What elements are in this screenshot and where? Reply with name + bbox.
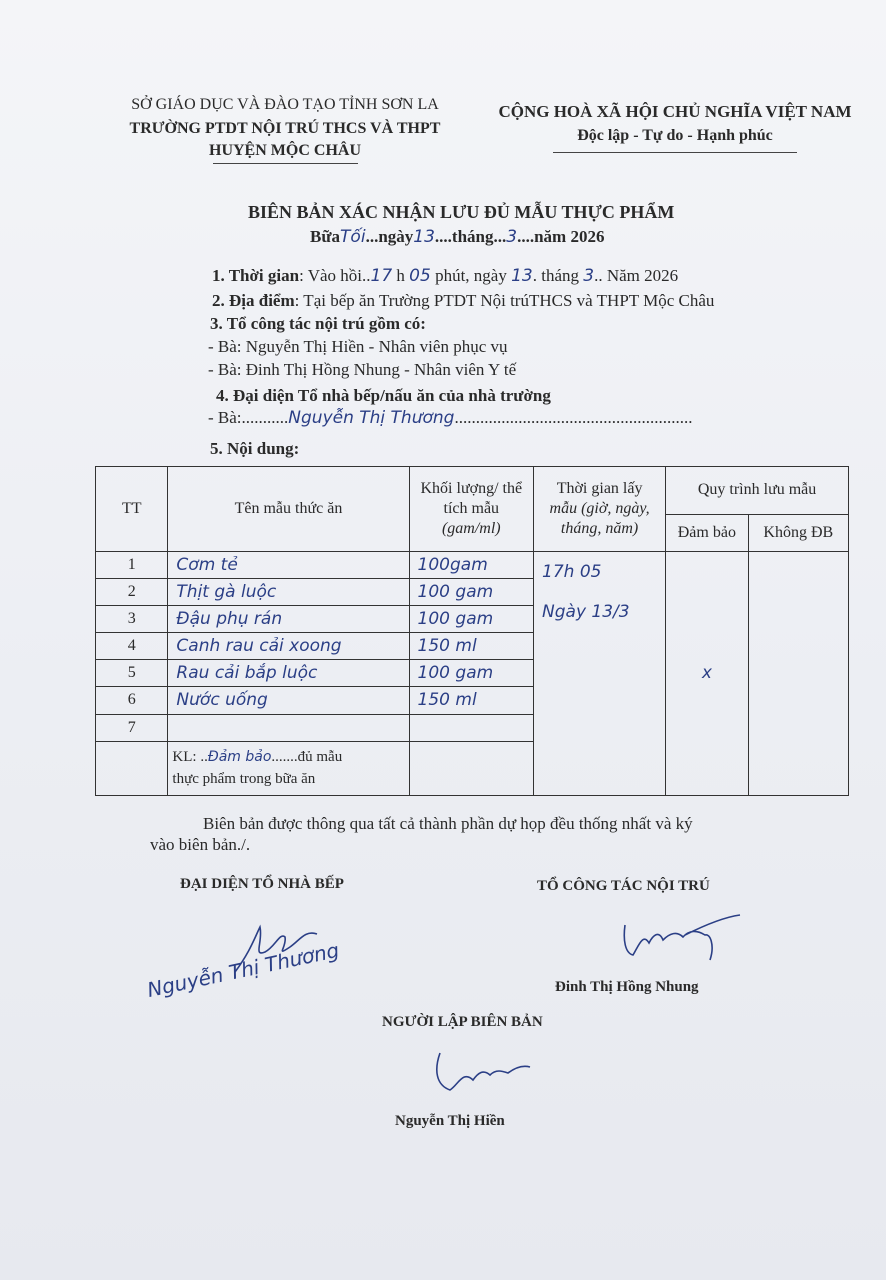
day-value: 13 — [413, 227, 435, 247]
col-time-line1: Thời gian lấy — [556, 479, 643, 497]
row-3-weight: 100 gam — [409, 605, 533, 632]
school-name: TRƯỜNG PTDT NỘI TRÚ THCS VÀ THPT — [129, 120, 441, 137]
row-6-tt: 6 — [96, 687, 168, 714]
section-location — [212, 291, 714, 311]
meal-line — [310, 227, 604, 247]
meal-value: Tối — [340, 227, 366, 247]
sample-date: Ngày 13/3 — [542, 601, 630, 622]
department-name: SỞ GIÁO DỤC VÀ ĐÀO TẠO TỈNH SƠN LA — [131, 96, 439, 113]
minute-value: 05 — [409, 266, 431, 286]
closing-line-1: Biên bản được thông qua tất cả thành phần dự họp đều thống nhất và ký — [203, 814, 693, 833]
row-7-weight — [409, 714, 533, 741]
row-2-weight: 100 gam — [409, 578, 533, 605]
row-5-weight: 100 gam — [409, 660, 533, 687]
date-month-value: 3 — [583, 266, 595, 286]
col-header-not-ok: Không ĐB — [748, 514, 848, 551]
not-ok-cell — [748, 551, 848, 795]
sample-time: 17h 05 — [542, 561, 602, 582]
row-6-name: Nước uống — [168, 687, 409, 714]
location-label: 2. Địa điểm — [212, 291, 295, 310]
time-text-b: h — [392, 266, 410, 285]
recorder-sign-name: Nguyễn Thị Hiền — [395, 1113, 505, 1129]
col-header-process: Quy trình lưu mẫu — [666, 467, 849, 515]
team-member-1: - Bà: Nguyễn Thị Hiền - Nhân viên phục vụ — [208, 337, 508, 356]
month-value: 3 — [506, 227, 518, 247]
boarding-sign-title: TỔ CÔNG TÁC NỘI TRÚ — [537, 878, 710, 894]
conclusion-cell — [168, 741, 409, 795]
col-header-time — [534, 467, 666, 552]
row-7-tt: 7 — [96, 714, 168, 741]
row-3-name: Đậu phụ rán — [168, 605, 409, 632]
col-time-line2: mẫu (giờ, ngày, — [549, 499, 650, 517]
kitchen-rep-prefix: - Bà:........... — [208, 408, 289, 427]
kitchen-rep-dots: ........................................................ — [454, 408, 693, 427]
boarding-signature — [615, 905, 745, 965]
row-2-name: Thịt gà luộc — [168, 578, 409, 605]
location-text: : Tại bếp ăn Trường PTDT Nội trúTHCS và THPT Mộc Châu — [294, 291, 715, 310]
col-header-ok: Đảm bảo — [666, 514, 748, 551]
row-6-weight: 150 ml — [409, 687, 533, 714]
time-text-e: .. Năm 2026 — [594, 266, 679, 285]
content-label: 5. Nội dung: — [210, 439, 300, 458]
sample-time-cell — [534, 551, 666, 795]
header-left-underline — [213, 163, 358, 164]
day-label: ...ngày — [365, 227, 414, 246]
country-name: CỘNG HOÀ XÃ HỘI CHỦ NGHĨA VIỆT NAM — [498, 102, 852, 121]
conclusion-prefix: KL: .. — [172, 749, 208, 766]
row-5-name: Rau cải bắp luộc — [168, 660, 409, 687]
header-right-underline — [553, 152, 797, 153]
conclusion-value: Đảm bảo — [207, 749, 272, 766]
row-4-tt: 4 — [96, 633, 168, 660]
row-4-name: Canh rau cải xoong — [168, 633, 409, 660]
row-1-name: Cơm tẻ — [168, 551, 409, 578]
hour-value: 17 — [370, 266, 393, 286]
row-7-name — [168, 714, 409, 741]
row-5-tt: 5 — [96, 660, 168, 687]
col-header-tt: TT — [96, 467, 168, 552]
row-4-weight: 150 ml — [409, 633, 533, 660]
col-time-line3: tháng, năm) — [560, 519, 639, 537]
col-header-name: Tên mẫu thức ăn — [168, 467, 409, 552]
recorder-signature — [428, 1045, 538, 1100]
ok-cell — [666, 551, 748, 795]
kitchen-handwritten-name: Nguyễn Thị Thương — [145, 937, 342, 1002]
row-1-weight: 100gam — [409, 551, 533, 578]
conclusion-line2: thực phẩm trong bữa ăn — [172, 771, 316, 788]
district-name: HUYỆN MỘC CHÂU — [209, 142, 361, 159]
col-weight-line1: Khối lượng/ thể — [420, 479, 523, 497]
recorder-sign-title: NGƯỜI LẬP BIÊN BẢN — [382, 1014, 543, 1030]
document-title: BIÊN BẢN XÁC NHẬN LƯU ĐỦ MẪU THỰC PHẨM — [248, 202, 675, 222]
row-1-tt: 1 — [96, 551, 168, 578]
conclusion-suffix: .......đủ mẫu — [271, 749, 343, 766]
section-time — [212, 266, 678, 286]
col-header-weight — [409, 467, 533, 552]
row-3-tt: 3 — [96, 605, 168, 632]
date-day-value: 13 — [511, 266, 533, 286]
time-text-d: . tháng — [532, 266, 584, 285]
boarding-sign-name: Đinh Thị Hồng Nhung — [555, 979, 699, 995]
kitchen-rep-line — [208, 408, 692, 428]
kitchen-sign-title: ĐẠI DIỆN TỔ NHÀ BẾP — [180, 876, 344, 892]
row-2-tt: 2 — [96, 578, 168, 605]
col-weight-line2: tích mẫu — [443, 499, 500, 517]
team-member-2: - Bà: Đinh Thị Hồng Nhung - Nhân viên Y tế — [208, 360, 517, 379]
kitchen-rep-label: 4. Đại diện Tổ nhà bếp/nấu ăn của nhà trường — [216, 386, 551, 405]
time-label: 1. Thời gian — [212, 266, 300, 285]
time-text-a: : Vào hồi.. — [299, 266, 371, 285]
kitchen-rep-name: Nguyễn Thị Thương — [288, 408, 455, 428]
closing-line-2: vào biên bản./. — [150, 835, 251, 854]
meal-prefix: Bữa — [310, 227, 341, 246]
col-weight-line3: (gam/ml) — [441, 519, 501, 537]
motto: Độc lập - Tự do - Hạnh phúc — [577, 127, 773, 144]
food-sample-table — [95, 466, 849, 796]
ok-mark: x — [701, 663, 712, 684]
team-label: 3. Tổ công tác nội trú gồm có: — [210, 314, 426, 333]
conclusion-weight-cell — [409, 741, 533, 795]
time-text-c: phút, ngày — [430, 266, 512, 285]
conclusion-tt-cell — [96, 741, 168, 795]
year-text: ....năm 2026 — [517, 227, 605, 246]
month-label: ....tháng... — [434, 227, 507, 246]
